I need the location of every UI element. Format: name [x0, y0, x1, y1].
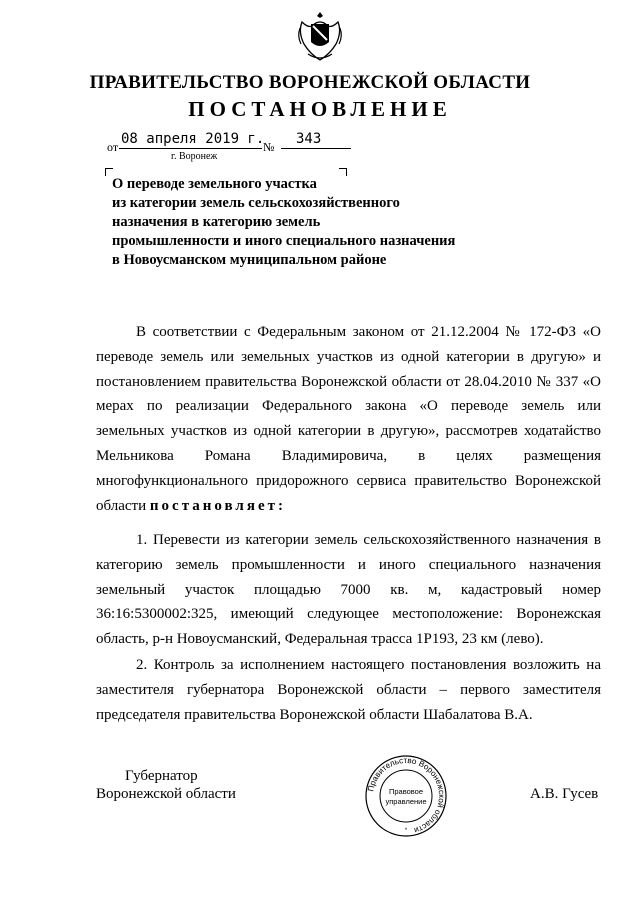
- signatory-region: Воронежской области: [96, 786, 236, 802]
- text-line: область, р-н Новоусманский, Федеральная трасса 1Р193, 23 км (лево).: [96, 631, 544, 648]
- text-line: земельных участков из одной категории в другую», рассмотрев ходатайство: [96, 423, 601, 440]
- coat-of-arms-icon: [296, 8, 344, 64]
- document-date: 08 апреля 2019 г.: [121, 131, 265, 147]
- organization-title: ПРАВИТЕЛЬСТВО ВОРОНЕЖСКОЙ ОБЛАСТИ: [89, 72, 531, 93]
- text-line: переводе земель или земельных участков из одной категории в другую» и: [96, 348, 601, 365]
- subject-line: из категории земель сельскохозяйственного: [112, 195, 400, 211]
- text-fragment: области: [96, 497, 147, 514]
- text-line: [96, 494, 601, 519]
- number-prefix: №: [263, 140, 275, 154]
- stamp-star-icon: *: [404, 828, 408, 834]
- clause-2-paragraph: [96, 653, 601, 727]
- number-underline: [281, 148, 351, 149]
- text-line: земельный участок площадью 7000 кв. м, кадастровый номер: [96, 581, 601, 598]
- signatory-name: А.В. Гусев: [530, 786, 599, 802]
- text-line: постановлением правительства Воронежской области от 28.04.2010 № 337 «О: [96, 373, 601, 390]
- preamble-paragraph: [96, 320, 601, 518]
- official-stamp: [364, 754, 448, 838]
- text-line: 1. Перевести из категории земель сельскохозяйственного назначения в: [136, 532, 601, 548]
- subject-line: О переводе земельного участка: [112, 176, 317, 192]
- document-city: г. Воронеж: [171, 151, 218, 162]
- text-line: заместителя губернатора Воронежской области – первого заместителя: [96, 681, 601, 698]
- text-line: В соответствии с Федеральным законом от 21.12.2004 № 172-ФЗ «О: [136, 324, 601, 340]
- subject-line: в Новоусманском муниципальном районе: [112, 252, 387, 268]
- signatory-title: Губернатор: [125, 768, 198, 784]
- stamp-center-text: Правовое: [388, 787, 424, 796]
- text-line: 36:16:5300002:325, имеющий следующее местоположение: Воронежская: [96, 606, 601, 623]
- date-prefix: от: [107, 140, 119, 154]
- text-line: мерах по реализации Федерального закона «О переводе земель или: [96, 398, 601, 415]
- text-line: Мельникова Романа Владимировича, в целях размещения: [96, 447, 601, 464]
- subject-line: назначения в категорию земель: [112, 214, 321, 230]
- text-line: категорию земель промышленности и иного специального назначения: [96, 556, 601, 573]
- stamp-center-text: управление: [385, 797, 427, 806]
- text-line: 2. Контроль за исполнением настоящего постановления возложить на: [136, 657, 601, 673]
- text-line: председателя правительства Воронежской области Шабалатова В.А.: [96, 706, 533, 723]
- stamp-ring-text: Правительство Воронежской области: [366, 755, 447, 835]
- text-line: многофункционального придорожного сервиса правительство Воронежской: [96, 472, 601, 489]
- document-number: 343: [296, 131, 322, 147]
- date-underline: [119, 148, 262, 149]
- clause-1-paragraph: [96, 528, 601, 652]
- document-type-title: ПОСТАНОВЛЕНИЕ: [188, 97, 452, 121]
- resolution-word: постановляет:: [149, 497, 286, 514]
- subject-line: промышленности и иного специального назначения: [112, 233, 456, 249]
- document-subject: [112, 175, 532, 270]
